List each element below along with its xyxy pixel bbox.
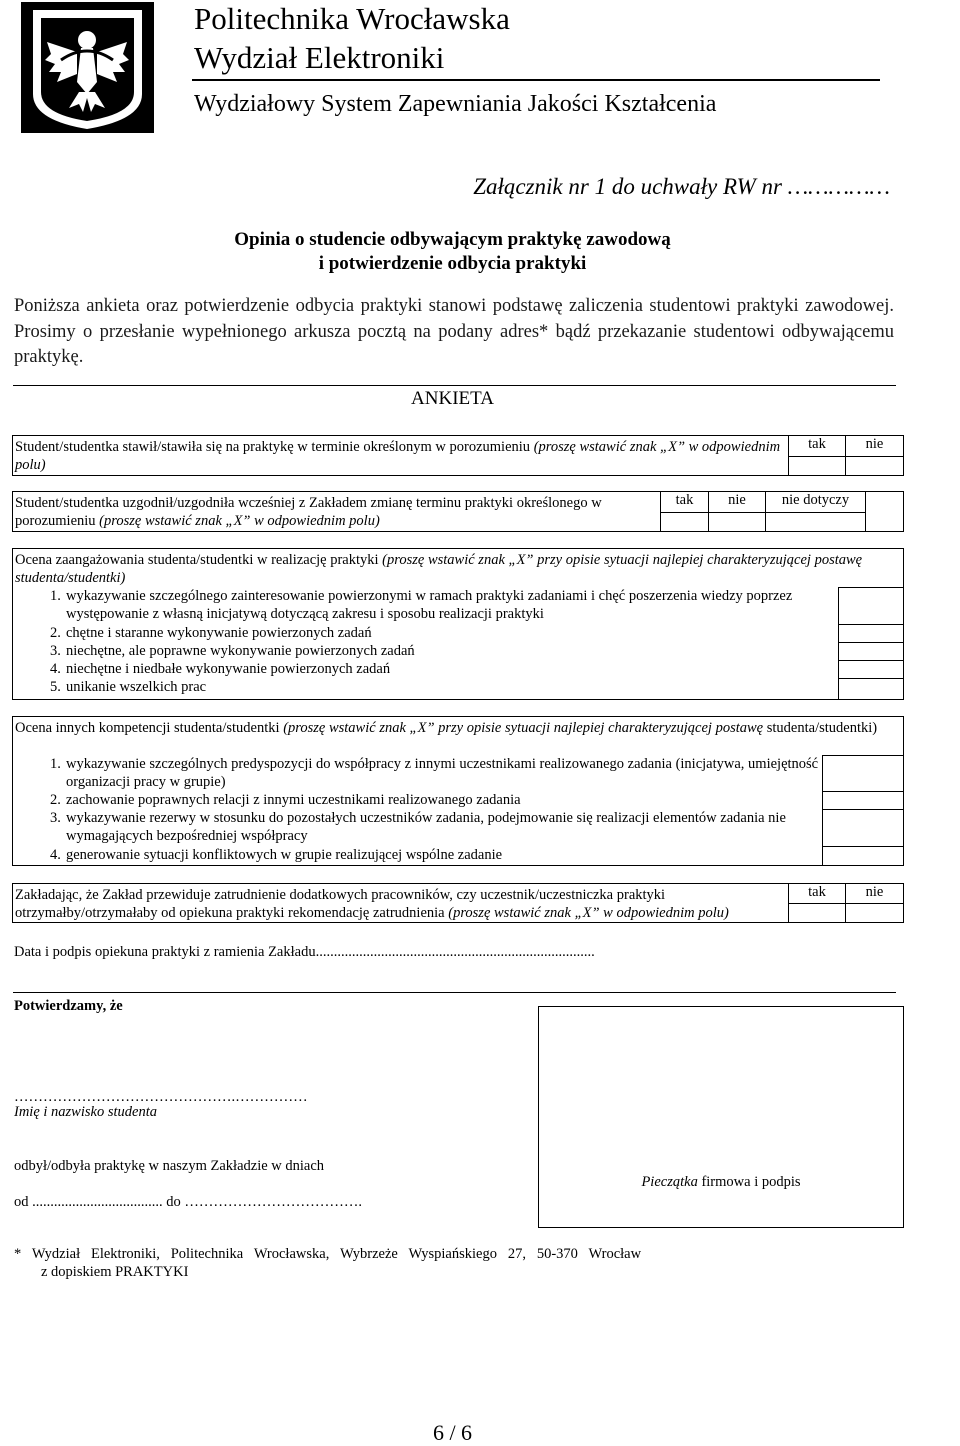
- term-change-na-label: nie dotyczy: [765, 491, 866, 513]
- competence-checkbox-3[interactable]: [822, 809, 904, 847]
- question-attendance: [12, 435, 904, 476]
- competence-checkbox-4[interactable]: [822, 846, 904, 866]
- competence-checkbox-2[interactable]: [822, 791, 904, 810]
- recommendation-no-checkbox[interactable]: [845, 903, 904, 923]
- competences-list: [14, 755, 834, 864]
- section-divider: [13, 992, 896, 993]
- to-label: do: [166, 1194, 181, 1210]
- engagement-option: 5. unikanie wszelkich prac: [50, 679, 207, 695]
- competence-option: 1. wykazywanie szczególnych predyspozycji do współpracy z innymi uczestnikami realizowanego zadania (inicjatywa, umiejętność organizacji pracy w grupie): [50, 756, 819, 790]
- document-title-line1: Opinia o studencie odbywającym praktykę zawodową: [234, 229, 671, 250]
- header-divider: [192, 79, 880, 81]
- university-logo: [21, 2, 154, 133]
- engagement-option: 2. chętne i staranne wykonywanie powierzonych zadań: [50, 625, 372, 641]
- engagement-option: 4. niechętne i niedbałe wykonywanie powierzonych zadań: [50, 661, 391, 677]
- section-divider: [13, 385, 896, 386]
- term-change-no-label: nie: [708, 491, 766, 513]
- engagement-checkbox-1[interactable]: [838, 587, 904, 625]
- competence-option: 3. wykazywanie rezerwy w stosunku do pozostałych uczestników zadania, podejmowanie się realizacji elementów zadania nie wymagających bezpośredniej współpracy: [50, 810, 786, 844]
- attendance-no-checkbox[interactable]: [845, 456, 904, 476]
- university-name: Politechnika Wrocławska: [194, 1, 510, 36]
- address-line: * Wydział Elektroniki, Politechnika Wrocławska, Wybrzeże Wyspiańskiego 27, 50-370 Wrocław: [14, 1246, 642, 1262]
- engagement-option: 1. wykazywanie szczególnego zainteresowanie powierzonymi w ramach praktyki zadaniami i chęć poszerzenia wiedzy poprzez występowanie z własną inicjatywą dotyczącą zakresu i sposobu realizacji praktyki: [50, 588, 793, 622]
- question-term-change-text: Student/studentka uzgodnił/uzgodniła wcześniej z Zakładem zmianę terminu praktyki określonego w porozumieniu (proszę wstawić znak „X” w odpowiednim polu): [15, 495, 602, 529]
- eagle-emblem-icon: [21, 2, 154, 133]
- completed-practice-text: odbył/odbyła praktykę w naszym Zakładzie w dniach: [14, 1158, 325, 1174]
- address-footnote: [14, 1245, 894, 1281]
- question-engagement-text: Ocena zaangażowania studenta/studentki w realizację praktyki (proszę wstawić znak „X” przy opisie sytuacji najlepiej charakteryzującej postawę studenta/studentki): [15, 552, 863, 586]
- term-change-yes-checkbox[interactable]: [660, 512, 709, 532]
- engagement-list: [14, 587, 834, 696]
- engagement-options: [14, 587, 834, 696]
- stamp-label: Pieczątka firmowa i podpis: [641, 1174, 801, 1190]
- practice-dates-line: [14, 1193, 362, 1211]
- question-attendance-text: Student/studentka stawił/stawiła się na praktykę w terminie określonym w porozumieniu (proszę wstawić znak „X” w odpowiednim polu): [15, 439, 781, 473]
- survey-heading: ANKIETA: [411, 388, 494, 409]
- page-number: 6 / 6: [432, 1420, 473, 1445]
- recommendation-yes-checkbox[interactable]: [788, 903, 846, 923]
- engagement-checkbox-4[interactable]: [838, 660, 904, 679]
- competences-options: [14, 755, 834, 864]
- supervisor-signature-line[interactable]: Data i podpis opiekuna praktyki z ramienia Zakładu.............................................................................: [14, 944, 595, 960]
- recommendation-no-label: nie: [845, 883, 904, 904]
- engagement-checkbox-5[interactable]: [838, 678, 904, 700]
- to-date-field[interactable]: ……………………………….: [184, 1194, 362, 1210]
- company-stamp-box[interactable]: [538, 1006, 904, 1228]
- engagement-checkbox-3[interactable]: [838, 642, 904, 661]
- attachment-note: Załącznik nr 1 do uchwały RW nr ……………: [473, 174, 890, 199]
- question-competences-text: Ocena innych kompetencji studenta/studentki (proszę wstawić znak „X” przy opisie sytuacji najlepiej charakteryzującej postawę studenta/studentki): [15, 720, 878, 736]
- competence-option: 2. zachowanie poprawnych relacji z innymi uczestnikami realizowanego zadania: [50, 792, 521, 808]
- student-name-field[interactable]: ……………………………………….……………: [14, 1089, 308, 1105]
- attendance-yes-checkbox[interactable]: [788, 456, 846, 476]
- faculty-name: Wydział Elektroniki: [194, 40, 445, 75]
- engagement-checkbox-2[interactable]: [838, 624, 904, 643]
- attendance-yes-label: tak: [788, 435, 846, 457]
- address-note: z dopiskiem PRAKTYKI: [41, 1264, 189, 1280]
- student-name-label: Imię i nazwisko studenta: [14, 1104, 157, 1120]
- system-name: Wydziałowy System Zapewniania Jakości Kształcenia: [194, 91, 717, 117]
- term-change-na-checkbox[interactable]: [765, 512, 866, 532]
- term-change-yes-label: tak: [660, 491, 709, 513]
- confirmation-heading: Potwierdzamy, że: [14, 998, 123, 1014]
- attendance-no-label: nie: [845, 435, 904, 457]
- from-label: od: [14, 1194, 29, 1210]
- from-date-field[interactable]: ....................................: [32, 1194, 163, 1210]
- competence-option: 4. generowanie sytuacji konfliktowych w grupie realizującej wspólne zadanie: [50, 847, 503, 863]
- question-recommendation: [12, 883, 904, 923]
- engagement-option: 3. niechętne, ale poprawne wykonywanie powierzonych zadań: [50, 643, 415, 659]
- recommendation-yes-label: tak: [788, 883, 846, 904]
- question-recommendation-text: Zakładając, że Zakład przewiduje zatrudnienie dodatkowych pracowników, czy uczestnik/uczestniczka praktyki otrzymałby/otrzymałaby od opiekuna praktyki rekomendację zatrudnienia (proszę wstawić znak „X” w odpowiednim polu): [15, 887, 729, 921]
- intro-paragraph: Poniższa ankieta oraz potwierdzenie odbycia praktyki stanowi podstawę zaliczenia studentowi praktyki zawodowej. Prosimy o przesłanie wypełnionego arkusza pocztą na podany adres* bądź przekazanie studentowi odbywającemu praktykę.: [14, 296, 894, 367]
- competence-checkbox-1[interactable]: [822, 755, 904, 792]
- document-title-line2: i potwierdzenie odbycia praktyki: [318, 253, 587, 274]
- term-change-no-checkbox[interactable]: [708, 512, 766, 532]
